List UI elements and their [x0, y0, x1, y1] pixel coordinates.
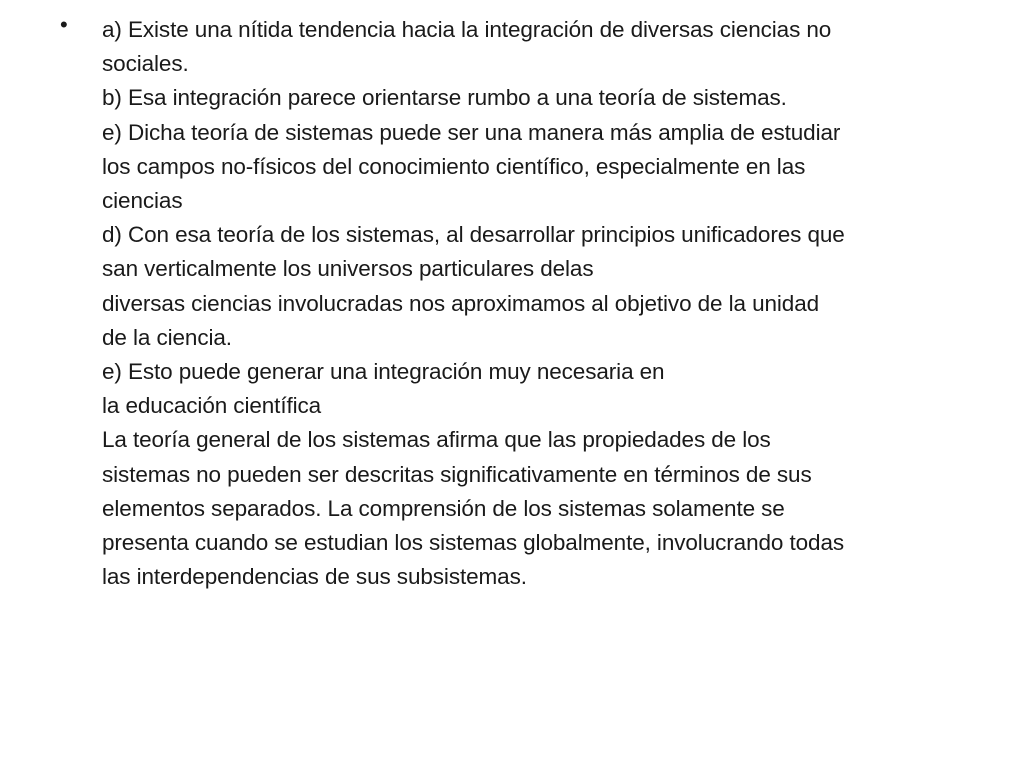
text-line: san verticalmente los universos particulares delas [102, 256, 594, 282]
text-line: elementos separados. La comprensión de los sistemas solamente se [102, 495, 785, 521]
text-line: d) Con esa teoría de los sistemas, al desarrollar principios unificadores que [102, 222, 845, 248]
text-line: las interdependencias de sus subsistemas. [102, 564, 527, 590]
text-line: diversas ciencias involucradas nos aproximamos al objetivo de la unidad [102, 290, 820, 316]
text-line: sistemas no pueden ser descritas significativamente en términos de sus [102, 461, 812, 487]
text-line: presenta cuando se estudian los sistemas globalmente, involucrando todas [102, 530, 845, 556]
text-line: los campos no-físicos del conocimiento científico, especialmente en las [102, 153, 806, 179]
bullet-dot-icon: • [60, 12, 68, 37]
text-line: ciencias [102, 188, 183, 214]
text-line: e) Dicha teoría de sistemas puede ser una manera más amplia de estudiar [102, 119, 841, 145]
bullet-text [102, 13, 982, 594]
text-line: e) Esto puede generar una integración muy necesaria en [102, 359, 665, 385]
text-line: de la ciencia. [102, 324, 232, 350]
text-line: la educación científica [102, 393, 322, 419]
text-line: a) Existe una nítida tendencia hacia la integración de diversas ciencias no [102, 17, 832, 42]
text-line: sociales. [102, 51, 189, 77]
text-line: b) Esa integración parece orientarse rumbo a una teoría de sistemas. [102, 85, 787, 111]
text-line: La teoría general de los sistemas afirma que las propiedades de los [102, 427, 771, 453]
